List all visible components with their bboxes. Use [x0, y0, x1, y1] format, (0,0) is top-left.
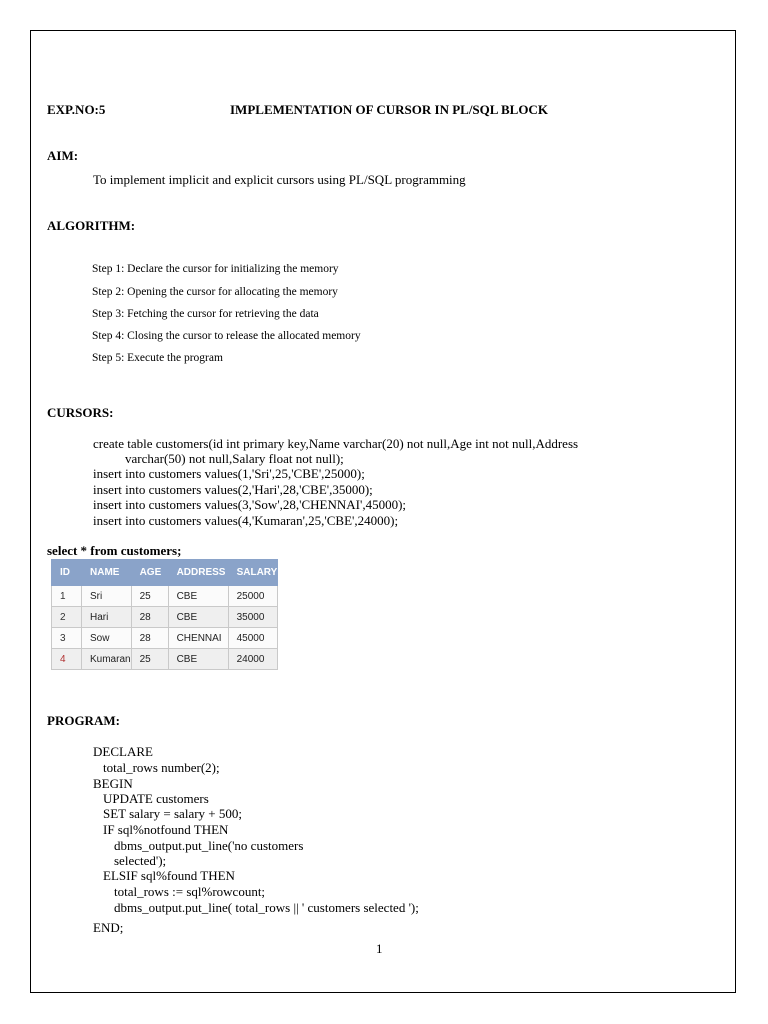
table-row — [52, 607, 278, 628]
algorithm-step: Step 4: Closing the cursor to release the allocated memory — [92, 330, 361, 342]
page-number: 1 — [376, 941, 383, 956]
code-line: insert into customers values(4,'Kumaran',25,'CBE',24000); — [93, 513, 399, 528]
cell-name: Sri — [82, 586, 132, 607]
program-line: total_rows := sql%rowcount; — [114, 884, 266, 899]
algorithm-step: Step 2: Opening the cursor for allocating the memory — [92, 286, 338, 298]
cell-id: 3 — [52, 628, 82, 649]
cell-id: 1 — [52, 586, 82, 607]
exp-number: EXP.NO:5 — [47, 102, 106, 117]
algorithm-heading: ALGORITHM: — [47, 218, 136, 233]
customers-table — [51, 559, 278, 670]
program-line: selected'); — [114, 853, 167, 868]
cell-age: 25 — [131, 586, 168, 607]
column-header-name: NAME — [82, 560, 132, 586]
cell-address: CHENNAI — [168, 628, 228, 649]
cell-salary: 24000 — [228, 649, 278, 670]
aim-text: To implement implicit and explicit cursors using PL/SQL programming — [93, 172, 466, 187]
cell-name: Hari — [82, 607, 132, 628]
cell-salary: 35000 — [228, 607, 278, 628]
column-header-address: ADDRESS — [168, 560, 228, 586]
cell-salary: 25000 — [228, 586, 278, 607]
program-line: total_rows number(2); — [103, 760, 220, 775]
program-line: ELSIF sql%found THEN — [103, 868, 235, 883]
select-statement: select * from customers; — [47, 543, 182, 558]
program-line: IF sql%notfound THEN — [103, 822, 229, 837]
cell-age: 25 — [131, 649, 168, 670]
algorithm-step: Step 5: Execute the program — [92, 352, 223, 364]
algorithm-step: Step 3: Fetching the cursor for retrieving the data — [92, 308, 319, 320]
program-line: dbms_output.put_line( total_rows || ' customers selected '); — [114, 900, 419, 915]
cell-address: CBE — [168, 649, 228, 670]
column-header-id: ID — [52, 560, 82, 586]
cell-id: 4 — [52, 649, 82, 670]
cell-age: 28 — [131, 628, 168, 649]
cell-salary: 45000 — [228, 628, 278, 649]
program-line: dbms_output.put_line('no customers — [114, 838, 304, 853]
program-line: BEGIN — [93, 776, 133, 791]
column-header-salary: SALARY — [228, 560, 278, 586]
table-row — [52, 628, 278, 649]
cell-age: 28 — [131, 607, 168, 628]
cell-id: 2 — [52, 607, 82, 628]
program-line: DECLARE — [93, 744, 153, 759]
cell-name: Kumaran — [82, 649, 132, 670]
code-line: insert into customers values(1,'Sri',25,'CBE',25000); — [93, 466, 365, 481]
code-line: create table customers(id int primary key,Name varchar(20) not null,Age int not null,Address — [93, 436, 579, 451]
cursors-heading: CURSORS: — [47, 405, 114, 420]
cell-address: CBE — [168, 586, 228, 607]
cell-name: Sow — [82, 628, 132, 649]
cell-address: CBE — [168, 607, 228, 628]
program-line: UPDATE customers — [103, 791, 209, 806]
code-line: varchar(50) not null,Salary float not null); — [125, 451, 344, 466]
code-line: insert into customers values(3,'Sow',28,'CHENNAI',45000); — [93, 497, 407, 512]
table-row — [52, 649, 278, 670]
code-line: insert into customers values(2,'Hari',28,'CBE',35000); — [93, 482, 373, 497]
program-heading: PROGRAM: — [47, 713, 120, 728]
column-header-age: AGE — [131, 560, 168, 586]
program-line: SET salary = salary + 500; — [103, 806, 242, 821]
program-line: END; — [93, 920, 124, 935]
table-row — [52, 586, 278, 607]
page-title: IMPLEMENTATION OF CURSOR IN PL/SQL BLOCK — [230, 102, 548, 117]
algorithm-step: Step 1: Declare the cursor for initializing the memory — [92, 263, 339, 275]
aim-heading: AIM: — [47, 148, 79, 163]
table-header-row — [52, 560, 278, 586]
